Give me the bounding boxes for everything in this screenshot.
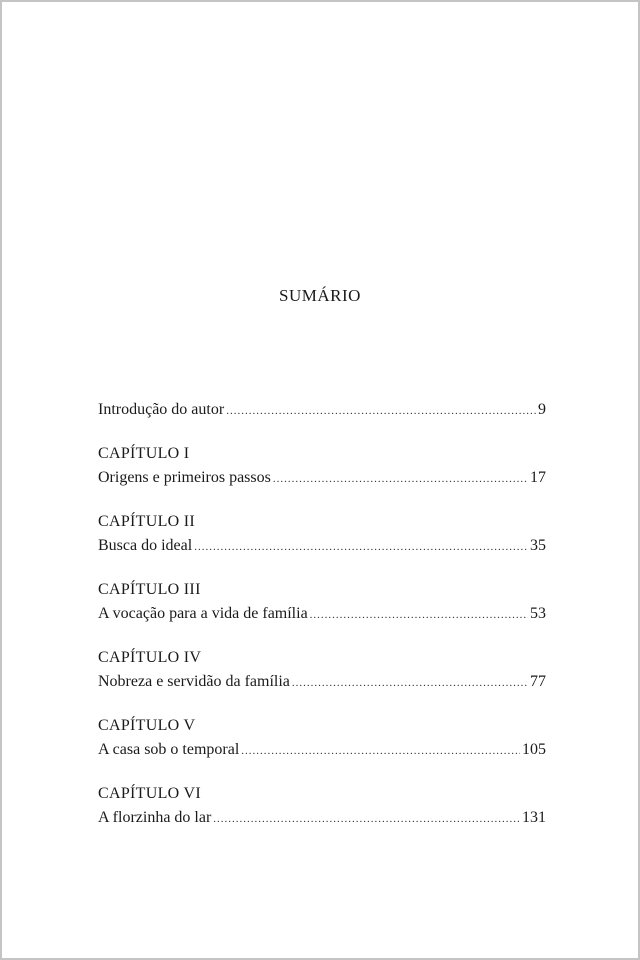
dot-leader [194, 535, 528, 559]
chapter-label: CAPÍTULO II [98, 513, 196, 530]
dot-leader [226, 399, 536, 423]
dot-leader [273, 467, 528, 491]
toc-page-number: 53 [530, 605, 546, 622]
toc-line [98, 602, 546, 626]
toc-page-number: 9 [538, 401, 546, 418]
toc-entry-text: Nobreza e servidão da família [98, 673, 290, 690]
toc-entry-chapter-2 [98, 510, 546, 578]
toc-entry-text: A casa sob o temporal [98, 741, 240, 758]
toc-line [98, 534, 546, 558]
toc-entry-text: A florzinha do lar [98, 809, 212, 826]
dot-leader [241, 739, 520, 763]
toc-entry-text: Introdução do autor [98, 401, 225, 418]
toc-line [98, 670, 546, 694]
dot-leader [292, 671, 528, 695]
toc-page-number: 35 [530, 537, 546, 554]
toc-entry-chapter-1 [98, 442, 546, 510]
dot-leader [310, 603, 528, 627]
toc-entry-text: Busca do ideal [98, 537, 193, 554]
toc-entry-introduction [98, 398, 546, 442]
toc-title: SUMÁRIO [279, 286, 361, 305]
toc-page-number: 131 [522, 809, 546, 826]
toc-line [98, 806, 546, 830]
dot-leader [213, 807, 520, 831]
chapter-label: CAPÍTULO I [98, 445, 190, 462]
toc-line [98, 466, 546, 490]
table-of-contents [98, 398, 546, 850]
toc-page-number: 105 [522, 741, 546, 758]
toc-entry-chapter-5 [98, 714, 546, 782]
toc-page-number: 77 [530, 673, 546, 690]
toc-entry-text: Origens e primeiros passos [98, 469, 271, 486]
toc-entry-text: A vocação para a vida de família [98, 605, 308, 622]
toc-entry-chapter-3 [98, 578, 546, 646]
toc-line [98, 738, 546, 762]
toc-entry-chapter-6 [98, 782, 546, 850]
toc-entry-chapter-4 [98, 646, 546, 714]
toc-line [98, 398, 546, 422]
chapter-label: CAPÍTULO VI [98, 785, 202, 802]
chapter-label: CAPÍTULO III [98, 581, 201, 598]
toc-page-number: 17 [530, 469, 546, 486]
chapter-label: CAPÍTULO IV [98, 649, 202, 666]
chapter-label: CAPÍTULO V [98, 717, 196, 734]
